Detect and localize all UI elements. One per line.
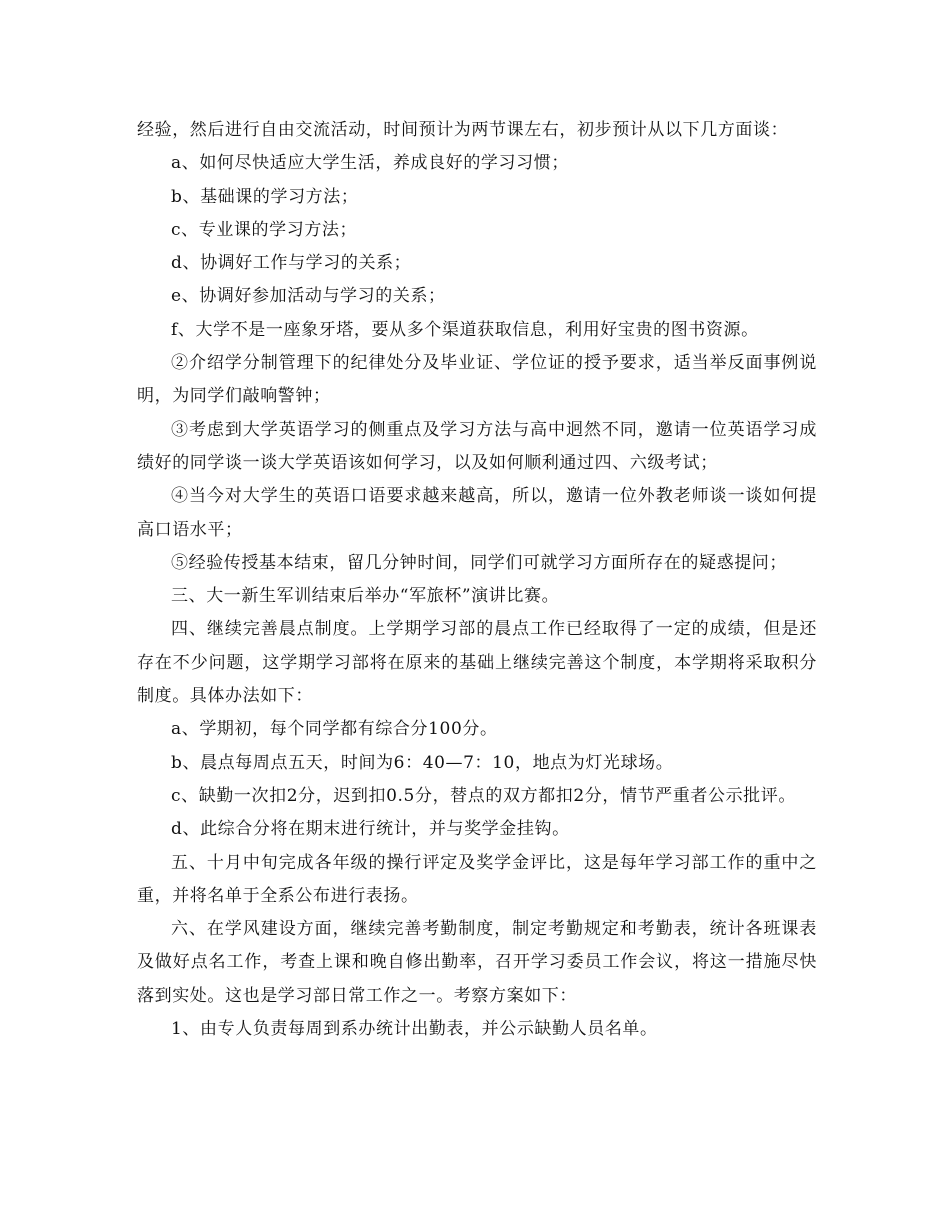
list-item-d: d、协调好工作与学习的关系； (171, 253, 412, 274)
document-body (137, 114, 817, 1046)
section-four: 四、继续完善晨点制度。上学期学习部的晨点工作已经取得了一定的成绩，但是还存在不少问题，这学期学习部将在原来的基础上继续完善这个制度，本学期将采取积分制度。具体办法如下： (137, 619, 817, 707)
list-item-b: b、基础课的学习方法； (171, 186, 359, 207)
paragraph-circled-3: ③考虑到大学英语学习的侧重点及学习方法与高中迥然不同，邀请一位英语学习成绩好的同学谈一谈大学英语该如何学习，以及如何顺利通过四、六级考试； (137, 419, 817, 473)
section-five: 五、十月中旬完成各年级的操行评定及奖学金评比，这是每年学习部工作的重中之重，并将名单于全系公布进行表扬。 (137, 852, 817, 906)
plan-item-1: 1、由专人负责每周到系办统计出勤表，并公示缺勤人员名单。 (171, 1019, 658, 1040)
rule-item-c: c、缺勤一次扣2分，迟到扣0.5分，替点的双方都扣2分，情节严重者公示批评。 (171, 785, 796, 806)
section-three: 三、大一新生军训结束后举办“军旅杯”演讲比赛。 (171, 586, 560, 607)
list-item-e: e、协调好参加活动与学习的关系； (171, 286, 446, 307)
paragraph-circled-2: ②介绍学分制管理下的纪律处分及毕业证、学位证的授予要求，适当举反面事例说明，为同学们敲响警钟； (137, 353, 817, 407)
section-six: 六、在学风建设方面，继续完善考勤制度，制定考勤规定和考勤表，统计各班课表及做好点名工作，考查上课和晚自修出勤率，召开学习委员工作会议，将这一措施尽快落到实处。这也是学习部日常工作之一。考察方案如下： (137, 919, 817, 1006)
rule-item-a: a、学期初，每个同学都有综合分100分。 (171, 719, 498, 740)
paragraph-1: 经验，然后进行自由交流活动，时间预计为两节课左右，初步预计从以下几方面谈： (137, 120, 789, 140)
list-item-c: c、专业课的学习方法； (171, 219, 358, 240)
paragraph-circled-4: ④当今对大学生的英语口语要求越来越高，所以，邀请一位外教老师谈一谈如何提高口语水平； (137, 486, 817, 540)
paragraph-circled-5: ⑤经验传授基本结束，留几分钟时间，同学们可就学习方面所存在的疑惑提问； (171, 552, 787, 573)
rule-item-b: b、晨点每周点五天，时间为6：40—7：10，地点为灯光球场。 (171, 752, 674, 773)
list-item-f: f、大学不是一座象牙塔，要从多个渠道获取信息，利用好宝贵的图书资源。 (171, 319, 759, 340)
rule-item-d: d、此综合分将在期末进行统计，并与奖学金挂钩。 (171, 819, 570, 840)
list-item-a: a、如何尽快适应大学生活，养成良好的学习习惯； (171, 153, 569, 174)
